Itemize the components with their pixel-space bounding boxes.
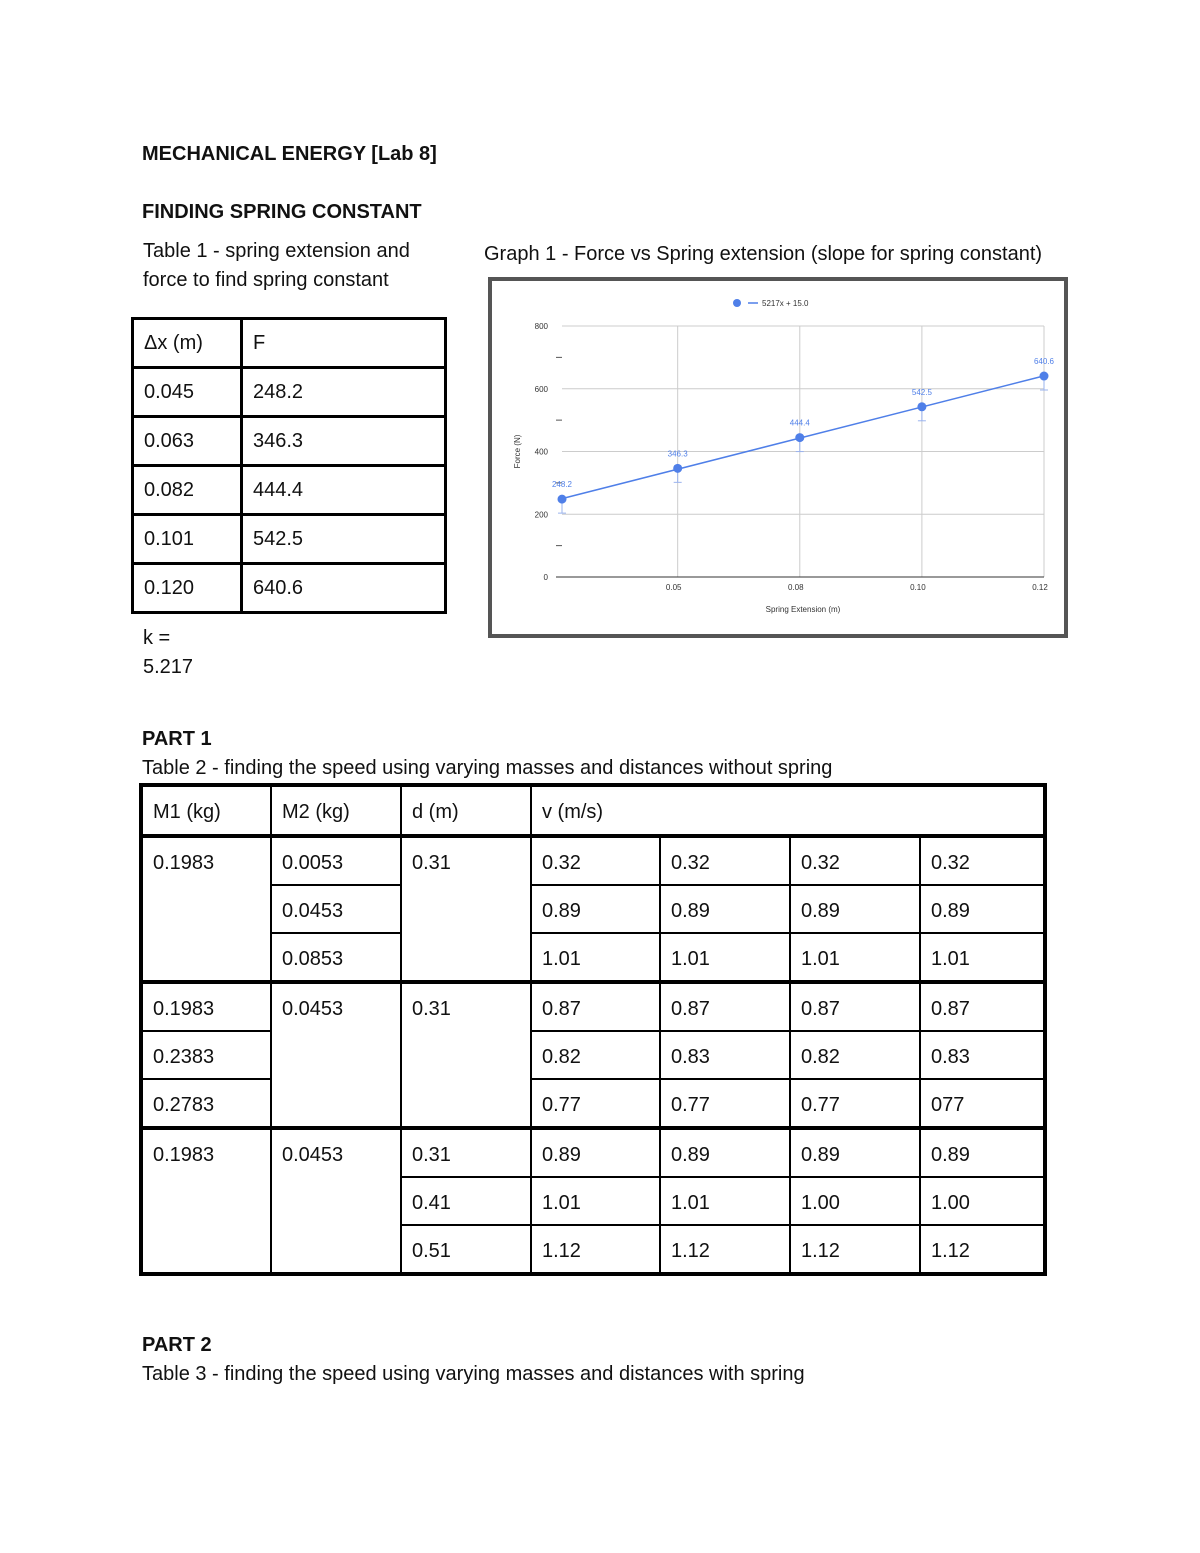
cell-v: 0.89 [660, 885, 790, 933]
cell-f: 640.6 [242, 564, 446, 613]
cell-v: 0.82 [790, 1031, 920, 1079]
cell-v: 0.83 [660, 1031, 790, 1079]
page-title: MECHANICAL ENERGY [Lab 8] [142, 143, 437, 165]
data-label: 542.5 [911, 387, 932, 397]
table-row [141, 982, 1045, 1031]
cell-v: 0.77 [790, 1079, 920, 1128]
cell-m1: 0.2783 [141, 1079, 271, 1128]
data-point [673, 464, 682, 473]
cell-v: 0.32 [531, 836, 660, 885]
chart-frame [488, 277, 1068, 638]
cell-v: 1.12 [531, 1225, 660, 1274]
cell-v: 0.87 [531, 982, 660, 1031]
cell-dx: 0.101 [133, 515, 242, 564]
header-force: F [242, 319, 446, 368]
y-tick-label: 400 [534, 447, 548, 457]
table-header-row [141, 785, 1045, 836]
cell-v: 0.87 [660, 982, 790, 1031]
cell-d: 0.31 [401, 836, 531, 982]
cell-dx: 0.082 [133, 466, 242, 515]
data-point [1040, 372, 1049, 381]
table-row [133, 466, 446, 515]
header-d: d (m) [401, 785, 531, 836]
cell-m1: 0.1983 [141, 836, 271, 982]
cell-v: 0.32 [920, 836, 1045, 885]
cell-v: 1.01 [531, 1177, 660, 1225]
cell-dx: 0.120 [133, 564, 242, 613]
table-row [133, 417, 446, 466]
cell-v: 1.01 [660, 933, 790, 982]
cell-v: 0.89 [790, 1128, 920, 1177]
cell-d: 0.41 [401, 1177, 531, 1225]
data-point [917, 402, 926, 411]
spring-table [131, 317, 447, 614]
cell-v: 1.01 [920, 933, 1045, 982]
table-row [133, 515, 446, 564]
part2-heading: PART 2 [142, 1334, 212, 1356]
cell-v: 0.82 [531, 1031, 660, 1079]
graph-caption: Graph 1 - Force vs Spring extension (slope for spring constant) [484, 243, 1043, 265]
y-tick-label: 200 [534, 510, 548, 520]
cell-m2: 0.0453 [271, 1128, 401, 1274]
cell-m2: 0.0853 [271, 933, 401, 982]
x-axis-title: Spring Extension (m) [765, 605, 841, 614]
cell-v: 0.89 [920, 1128, 1045, 1177]
cell-v: 0.89 [660, 1128, 790, 1177]
part1-caption: Table 2 - finding the speed using varying masses and distances without spring [142, 757, 833, 779]
header-m2: M2 (kg) [271, 785, 401, 836]
cell-v: 1.01 [660, 1177, 790, 1225]
speed-table [139, 783, 1047, 1276]
cell-dx: 0.063 [133, 417, 242, 466]
cell-v: 0.87 [920, 982, 1045, 1031]
cell-d: 0.51 [401, 1225, 531, 1274]
data-label: 444.4 [789, 418, 810, 428]
part1-heading: PART 1 [142, 728, 212, 750]
x-tick-label: 0.08 [787, 583, 804, 592]
x-tick-label: 0.10 [910, 583, 926, 592]
header-m1: M1 (kg) [141, 785, 271, 836]
x-tick-label: 0.12 [1032, 583, 1048, 592]
table-row [141, 836, 1045, 885]
y-tick-label: 0 [543, 573, 548, 582]
x-tick-label: 0.05 [665, 583, 682, 592]
cell-m1: 0.1983 [141, 982, 271, 1031]
cell-v: 0.32 [660, 836, 790, 885]
table-row [141, 885, 1045, 933]
cell-v: 1.00 [790, 1177, 920, 1225]
cell-f: 542.5 [242, 515, 446, 564]
table1-caption-line1: Table 1 - spring extension and [143, 240, 410, 262]
part2-caption: Table 3 - finding the speed using varying masses and distances with spring [142, 1363, 805, 1385]
cell-v: 0.89 [790, 885, 920, 933]
force-vs-extension-chart [492, 281, 1064, 634]
cell-v: 0.89 [920, 885, 1045, 933]
cell-v: 1.00 [920, 1177, 1045, 1225]
header-v: v (m/s) [531, 785, 1045, 836]
table-row [133, 564, 446, 613]
legend-marker [733, 299, 741, 307]
y-tick-label: 600 [534, 384, 548, 394]
table-row [133, 368, 446, 417]
section-heading-spring-constant: FINDING SPRING CONSTANT [142, 201, 422, 223]
table1-caption-line2: force to find spring constant [143, 269, 389, 291]
cell-v: 0.87 [790, 982, 920, 1031]
cell-v: 1.01 [790, 933, 920, 982]
cell-v: 1.12 [660, 1225, 790, 1274]
data-label: 640.6 [1033, 357, 1055, 367]
cell-v: 1.12 [920, 1225, 1045, 1274]
cell-d: 0.31 [401, 1128, 531, 1177]
y-tick-label: 800 [534, 322, 548, 331]
cell-m1: 0.2383 [141, 1031, 271, 1079]
legend-label: 5217x + 15.0 [762, 299, 809, 308]
cell-v: 0.89 [531, 885, 660, 933]
table-header-row [133, 319, 446, 368]
cell-d: 0.31 [401, 982, 531, 1128]
data-point [558, 495, 567, 504]
data-point [795, 433, 804, 442]
cell-v: 0.77 [660, 1079, 790, 1128]
cell-v: 0.32 [790, 836, 920, 885]
table-row [141, 1128, 1045, 1177]
cell-v: 1.01 [531, 933, 660, 982]
cell-v: 1.12 [790, 1225, 920, 1274]
cell-v: 0.77 [531, 1079, 660, 1128]
cell-m2: 0.0053 [271, 836, 401, 885]
cell-v: 077 [920, 1079, 1045, 1128]
cell-m2: 0.0453 [271, 982, 401, 1128]
data-label: 346.3 [667, 449, 688, 459]
cell-m2: 0.0453 [271, 885, 401, 933]
table-row [141, 933, 1045, 982]
cell-m1: 0.1983 [141, 1128, 271, 1274]
table1-caption [143, 237, 410, 295]
k-value: 5.217 [143, 656, 194, 678]
cell-f: 346.3 [242, 417, 446, 466]
data-label: 248.2 [551, 480, 573, 490]
k-label: k = [143, 627, 171, 649]
cell-v: 0.83 [920, 1031, 1045, 1079]
cell-f: 248.2 [242, 368, 446, 417]
cell-v: 0.89 [531, 1128, 660, 1177]
header-delta-x: Δx (m) [133, 319, 242, 368]
cell-dx: 0.045 [133, 368, 242, 417]
cell-f: 444.4 [242, 466, 446, 515]
y-axis-title: Force (N) [513, 434, 522, 469]
